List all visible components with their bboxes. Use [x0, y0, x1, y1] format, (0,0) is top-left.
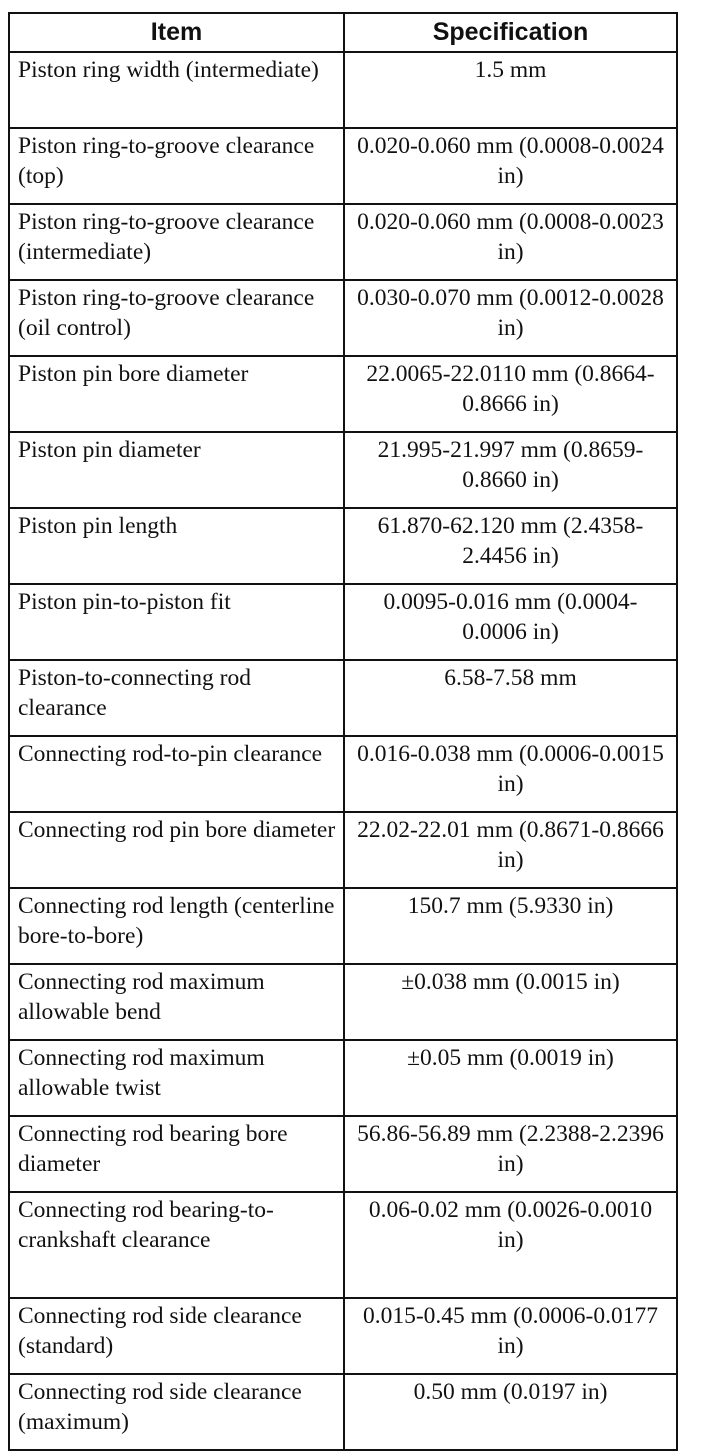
- item-cell: Piston pin length: [9, 508, 344, 584]
- item-cell: Piston ring-to-groove clearance (intermediate): [9, 204, 344, 280]
- specification-cell: 22.02-22.01 mm (0.8671-0.8666 in): [344, 812, 677, 888]
- item-cell: Connecting rod pin bore diameter: [9, 812, 344, 888]
- specification-cell: 56.86-56.89 mm (2.2388-2.2396 in): [344, 1116, 677, 1192]
- specification-cell: 6.58-7.58 mm: [344, 660, 677, 736]
- item-cell: Piston ring-to-groove clearance (oil control): [9, 280, 344, 356]
- table-row: [9, 128, 677, 204]
- table-row: [9, 1192, 677, 1298]
- table-row: [9, 888, 677, 964]
- item-cell: Piston pin diameter: [9, 432, 344, 508]
- item-cell: Connecting rod-to-pin clearance: [9, 736, 344, 812]
- item-cell: Connecting rod maximum allowable bend: [9, 964, 344, 1040]
- item-cell: Connecting rod length (centerline bore-to-bore): [9, 888, 344, 964]
- specification-cell: 61.870-62.120 mm (2.4358-2.4456 in): [344, 508, 677, 584]
- item-cell: Connecting rod side clearance (standard): [9, 1298, 344, 1374]
- column-header-specification: Specification: [344, 13, 677, 52]
- table-row: [9, 432, 677, 508]
- table-row: [9, 660, 677, 736]
- item-cell: Piston ring width (intermediate): [9, 52, 344, 128]
- table-row: [9, 280, 677, 356]
- table-row: [9, 812, 677, 888]
- item-cell: Connecting rod side clearance (maximum): [9, 1374, 344, 1450]
- table-row: [9, 1298, 677, 1374]
- specification-cell: ±0.038 mm (0.0015 in): [344, 964, 677, 1040]
- specification-cell: 0.015-0.45 mm (0.0006-0.0177 in): [344, 1298, 677, 1374]
- specification-cell: 0.016-0.038 mm (0.0006-0.0015 in): [344, 736, 677, 812]
- specification-cell: 0.0095-0.016 mm (0.0004-0.0006 in): [344, 584, 677, 660]
- item-cell: Piston pin-to-piston fit: [9, 584, 344, 660]
- table-row: [9, 584, 677, 660]
- table-row: [9, 356, 677, 432]
- item-cell: Connecting rod maximum allowable twist: [9, 1040, 344, 1116]
- specification-cell: 0.020-0.060 mm (0.0008-0.0024 in): [344, 128, 677, 204]
- column-header-item: Item: [9, 13, 344, 52]
- table-row: [9, 1040, 677, 1116]
- table-row: [9, 1116, 677, 1192]
- table-row: [9, 964, 677, 1040]
- table-header-row: [9, 13, 677, 52]
- item-cell: Piston ring-to-groove clearance (top): [9, 128, 344, 204]
- specification-cell: 0.020-0.060 mm (0.0008-0.0023 in): [344, 204, 677, 280]
- specification-cell: 150.7 mm (5.9330 in): [344, 888, 677, 964]
- specification-cell: 1.5 mm: [344, 52, 677, 128]
- specification-cell: 21.995-21.997 mm (0.8659-0.8660 in): [344, 432, 677, 508]
- item-cell: Piston pin bore diameter: [9, 356, 344, 432]
- table-row: [9, 508, 677, 584]
- item-cell: Connecting rod bearing-to-crankshaft clearance: [9, 1192, 344, 1298]
- item-cell: Connecting rod bearing bore diameter: [9, 1116, 344, 1192]
- table-row: [9, 52, 677, 128]
- item-cell: Piston-to-connecting rod clearance: [9, 660, 344, 736]
- specification-cell: ±0.05 mm (0.0019 in): [344, 1040, 677, 1116]
- table-row: [9, 736, 677, 812]
- specification-cell: 22.0065-22.0110 mm (0.8664-0.8666 in): [344, 356, 677, 432]
- specification-table: [8, 12, 678, 1451]
- specification-cell: 0.50 mm (0.0197 in): [344, 1374, 677, 1450]
- specification-cell: 0.06-0.02 mm (0.0026-0.0010 in): [344, 1192, 677, 1298]
- table-row: [9, 1374, 677, 1450]
- table-row: [9, 204, 677, 280]
- specification-cell: 0.030-0.070 mm (0.0012-0.0028 in): [344, 280, 677, 356]
